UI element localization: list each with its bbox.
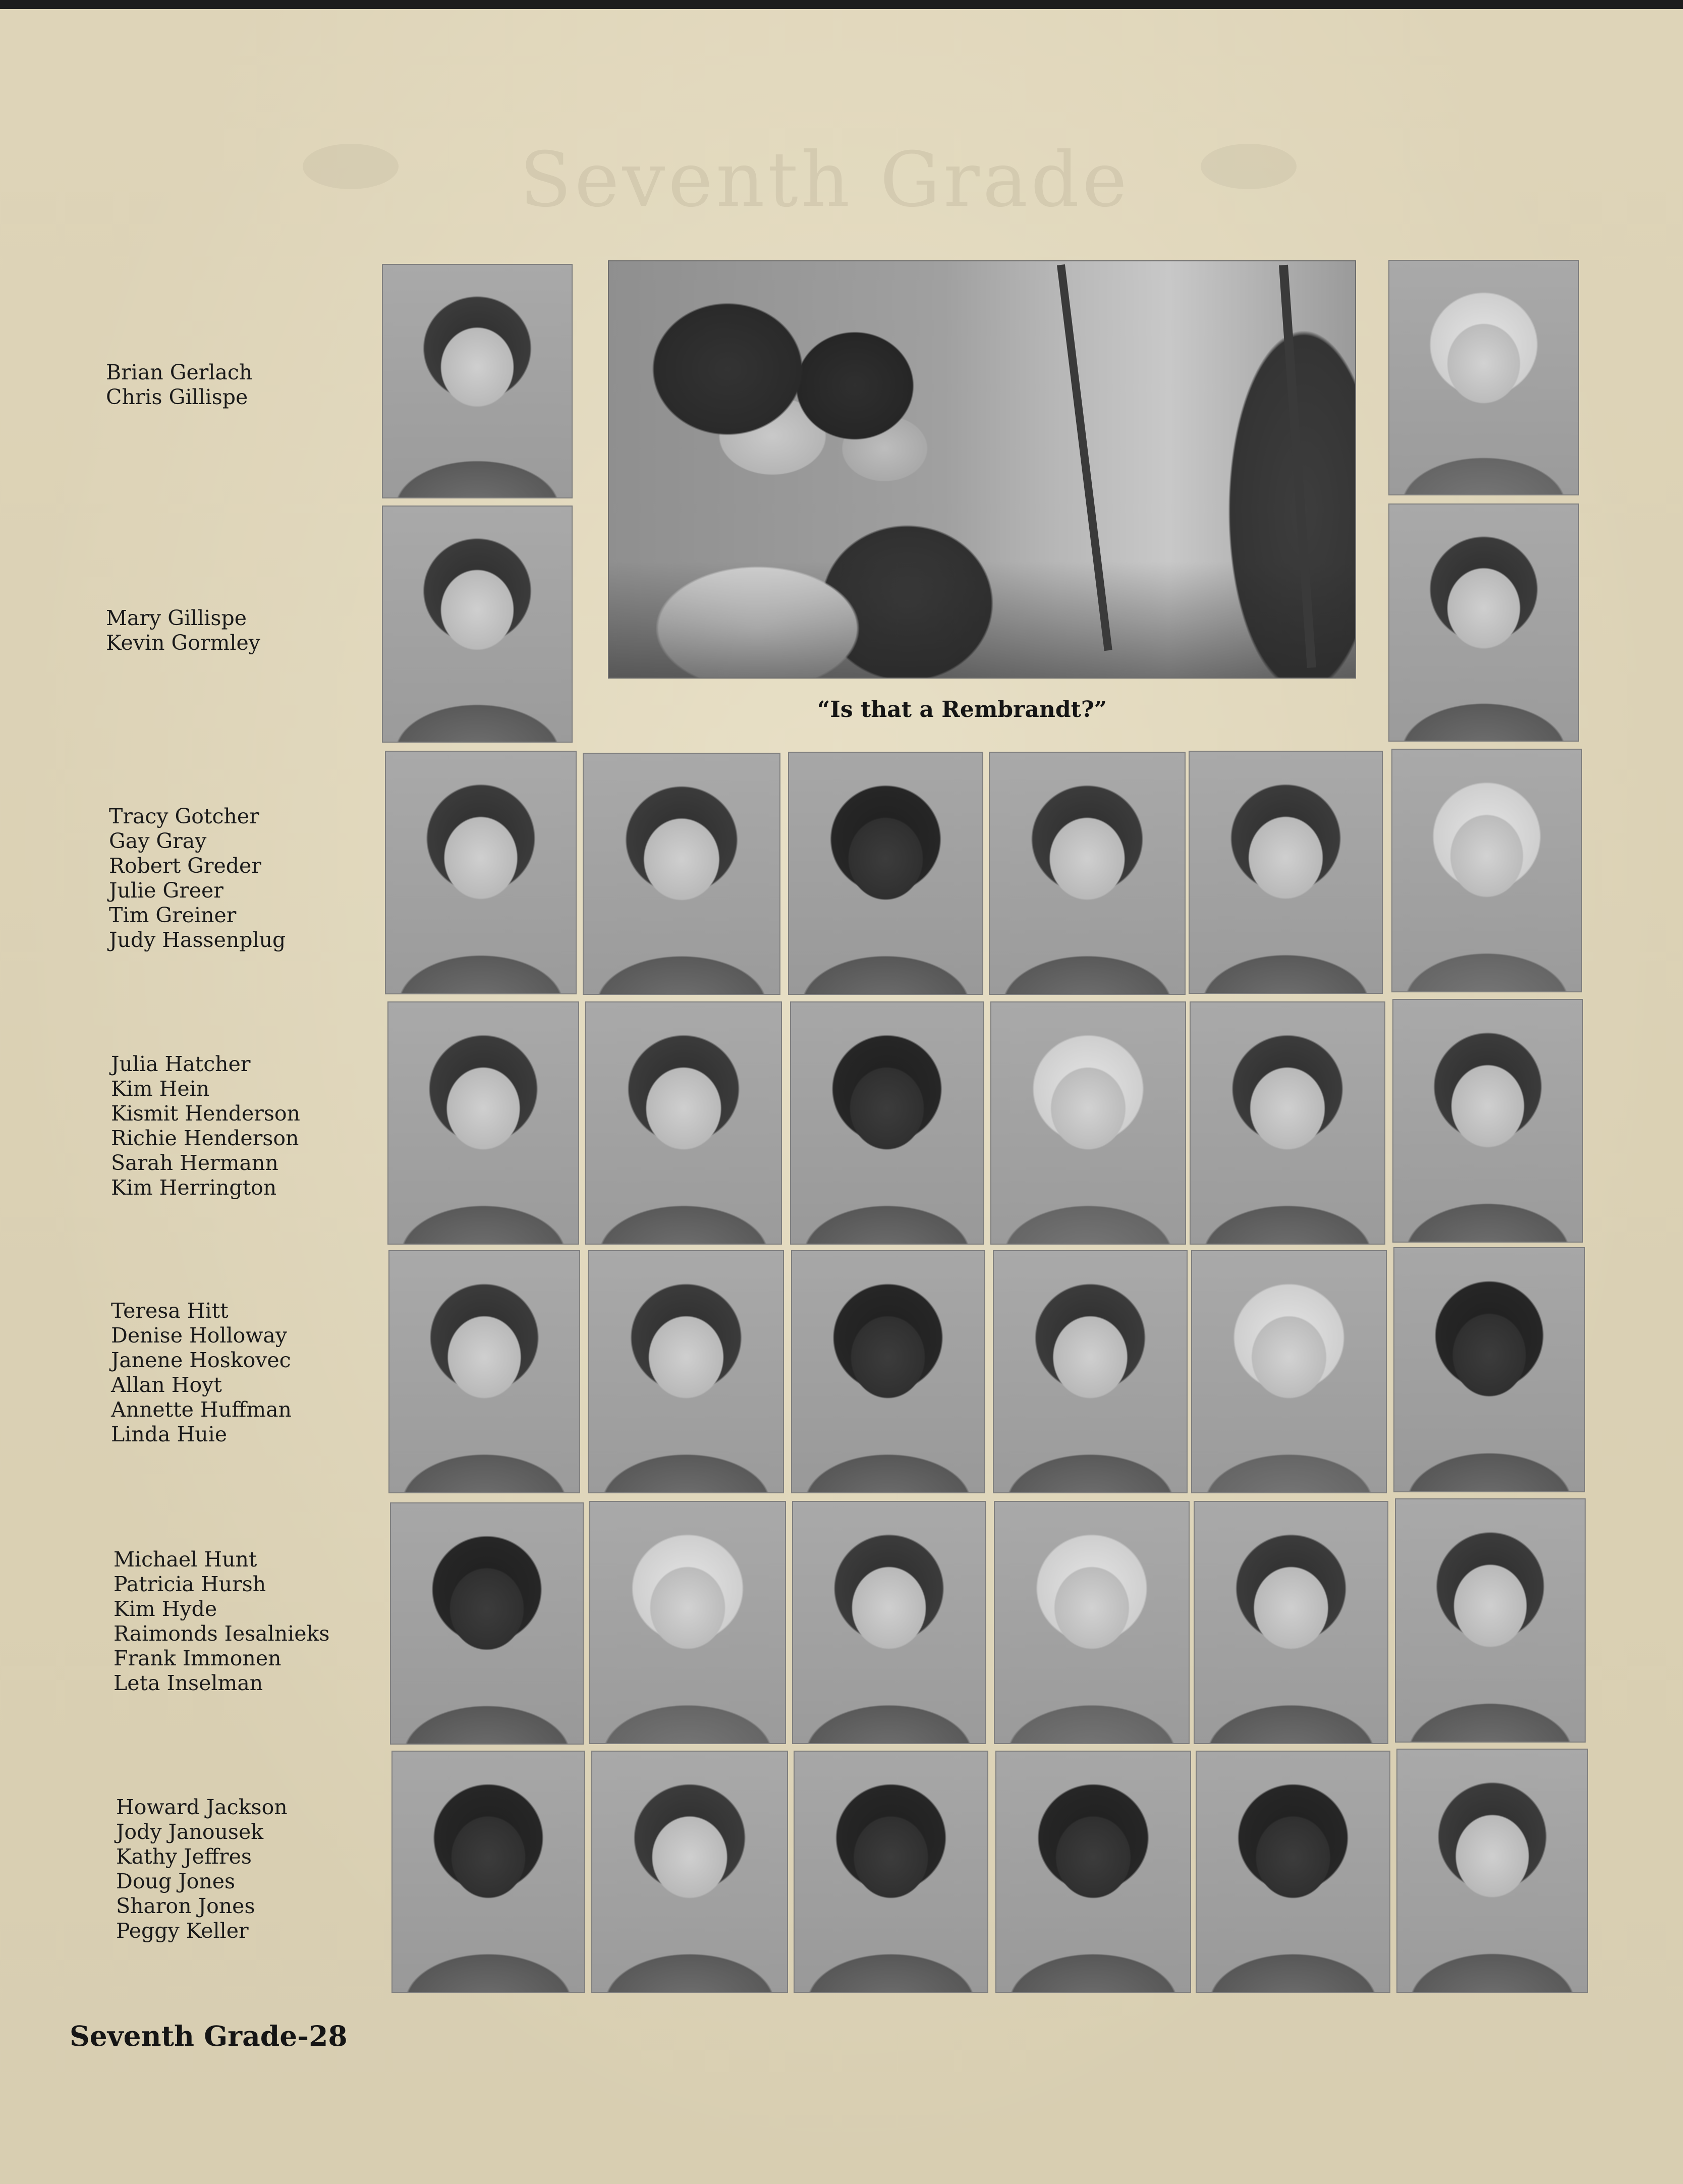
student-name: Julie Greer — [109, 878, 223, 903]
portrait-photo — [1190, 1001, 1385, 1245]
student-name: Jody Janousek — [116, 1820, 264, 1844]
portrait-photo — [990, 1001, 1186, 1245]
portrait-photo — [591, 1751, 788, 1993]
student-name: Sarah Hermann — [111, 1151, 278, 1175]
student-name: Tracy Gotcher — [109, 804, 259, 828]
portrait-photo — [583, 753, 780, 995]
portrait-photo — [382, 264, 573, 498]
right-ornament — [1201, 144, 1297, 189]
student-name: Michael Hunt — [114, 1547, 257, 1572]
portrait-photo — [1388, 503, 1579, 742]
portrait-photo — [993, 1250, 1188, 1493]
portrait-photo — [794, 1751, 988, 1993]
portrait-photo — [391, 1751, 585, 1993]
student-name: Sharon Jones — [116, 1894, 255, 1918]
portrait-photo — [390, 1502, 584, 1745]
page-number: 28 — [309, 2020, 348, 2052]
student-name: Peggy Keller — [116, 1919, 249, 1943]
student-name: Robert Greder — [109, 854, 261, 878]
portrait-photo — [1392, 999, 1583, 1243]
portrait-photo — [1393, 1247, 1585, 1492]
section-label: Seventh Grade — [70, 2020, 298, 2052]
student-name: Chris Gillispe — [106, 385, 248, 409]
separator: - — [297, 2020, 309, 2052]
student-name: Mary Gillispe — [106, 606, 247, 630]
portrait-photo — [995, 1751, 1191, 1993]
portrait-photo — [589, 1501, 786, 1744]
portrait-photo — [994, 1501, 1190, 1744]
portrait-photo — [791, 1250, 985, 1493]
portrait-photo — [1395, 1498, 1586, 1743]
portrait-photo — [792, 1501, 986, 1744]
student-name: Howard Jackson — [116, 1795, 288, 1819]
student-name: Janene Hoskovec — [111, 1348, 291, 1372]
portrait-photo — [588, 1250, 784, 1493]
student-name: Patricia Hursh — [114, 1572, 266, 1596]
portrait-photo — [1189, 751, 1383, 994]
portrait-photo — [790, 1001, 984, 1245]
portrait-photo — [1396, 1749, 1588, 1993]
portrait-photo — [382, 506, 573, 743]
student-name: Gay Gray — [109, 829, 207, 853]
student-name: Brian Gerlach — [106, 360, 253, 384]
student-name: Judy Hassenplug — [109, 928, 286, 952]
portrait-photo — [1388, 260, 1579, 495]
student-name: Teresa Hitt — [111, 1299, 229, 1323]
easel-leg — [1279, 265, 1316, 668]
portrait-photo — [788, 752, 983, 995]
easel-leg — [1057, 264, 1112, 651]
student-name: Kim Hyde — [114, 1597, 217, 1621]
portrait-photo — [1191, 1250, 1387, 1493]
left-ornament — [303, 144, 399, 189]
portrait-photo — [989, 752, 1186, 995]
student-name: Kim Herrington — [111, 1175, 277, 1200]
portrait-photo — [1391, 749, 1582, 992]
candid-photo — [608, 260, 1356, 679]
student-name: Raimonds Iesalnieks — [114, 1621, 330, 1646]
page-heading-bleedthrough: Seventh Grade — [520, 136, 1130, 224]
top-edge-bar — [0, 0, 1683, 9]
student-name: Tim Greiner — [109, 903, 237, 927]
student-name: Linda Huie — [111, 1422, 228, 1446]
student-name: Kathy Jeffres — [116, 1844, 252, 1869]
page-footer — [70, 2020, 348, 2052]
portrait-photo — [385, 751, 577, 994]
student-name: Doug Jones — [116, 1869, 236, 1893]
student-name: Kim Hein — [111, 1077, 210, 1101]
student-name: Kismit Henderson — [111, 1101, 300, 1126]
student-name: Leta Inselman — [114, 1671, 263, 1695]
portrait-photo — [1194, 1501, 1388, 1744]
student-name: Annette Huffman — [111, 1397, 292, 1422]
student-name: Allan Hoyt — [111, 1373, 222, 1397]
student-name: Julia Hatcher — [111, 1052, 251, 1076]
student-name: Richie Henderson — [111, 1126, 299, 1150]
portrait-photo — [388, 1250, 580, 1493]
portrait-photo — [585, 1001, 782, 1245]
student-name: Denise Holloway — [111, 1323, 288, 1348]
student-name: Kevin Gormley — [106, 631, 260, 655]
photo-caption: “Is that a Rembrandt?” — [817, 697, 1107, 722]
student-name: Frank Immonen — [114, 1646, 282, 1670]
portrait-photo — [387, 1001, 579, 1245]
portrait-photo — [1196, 1751, 1390, 1993]
